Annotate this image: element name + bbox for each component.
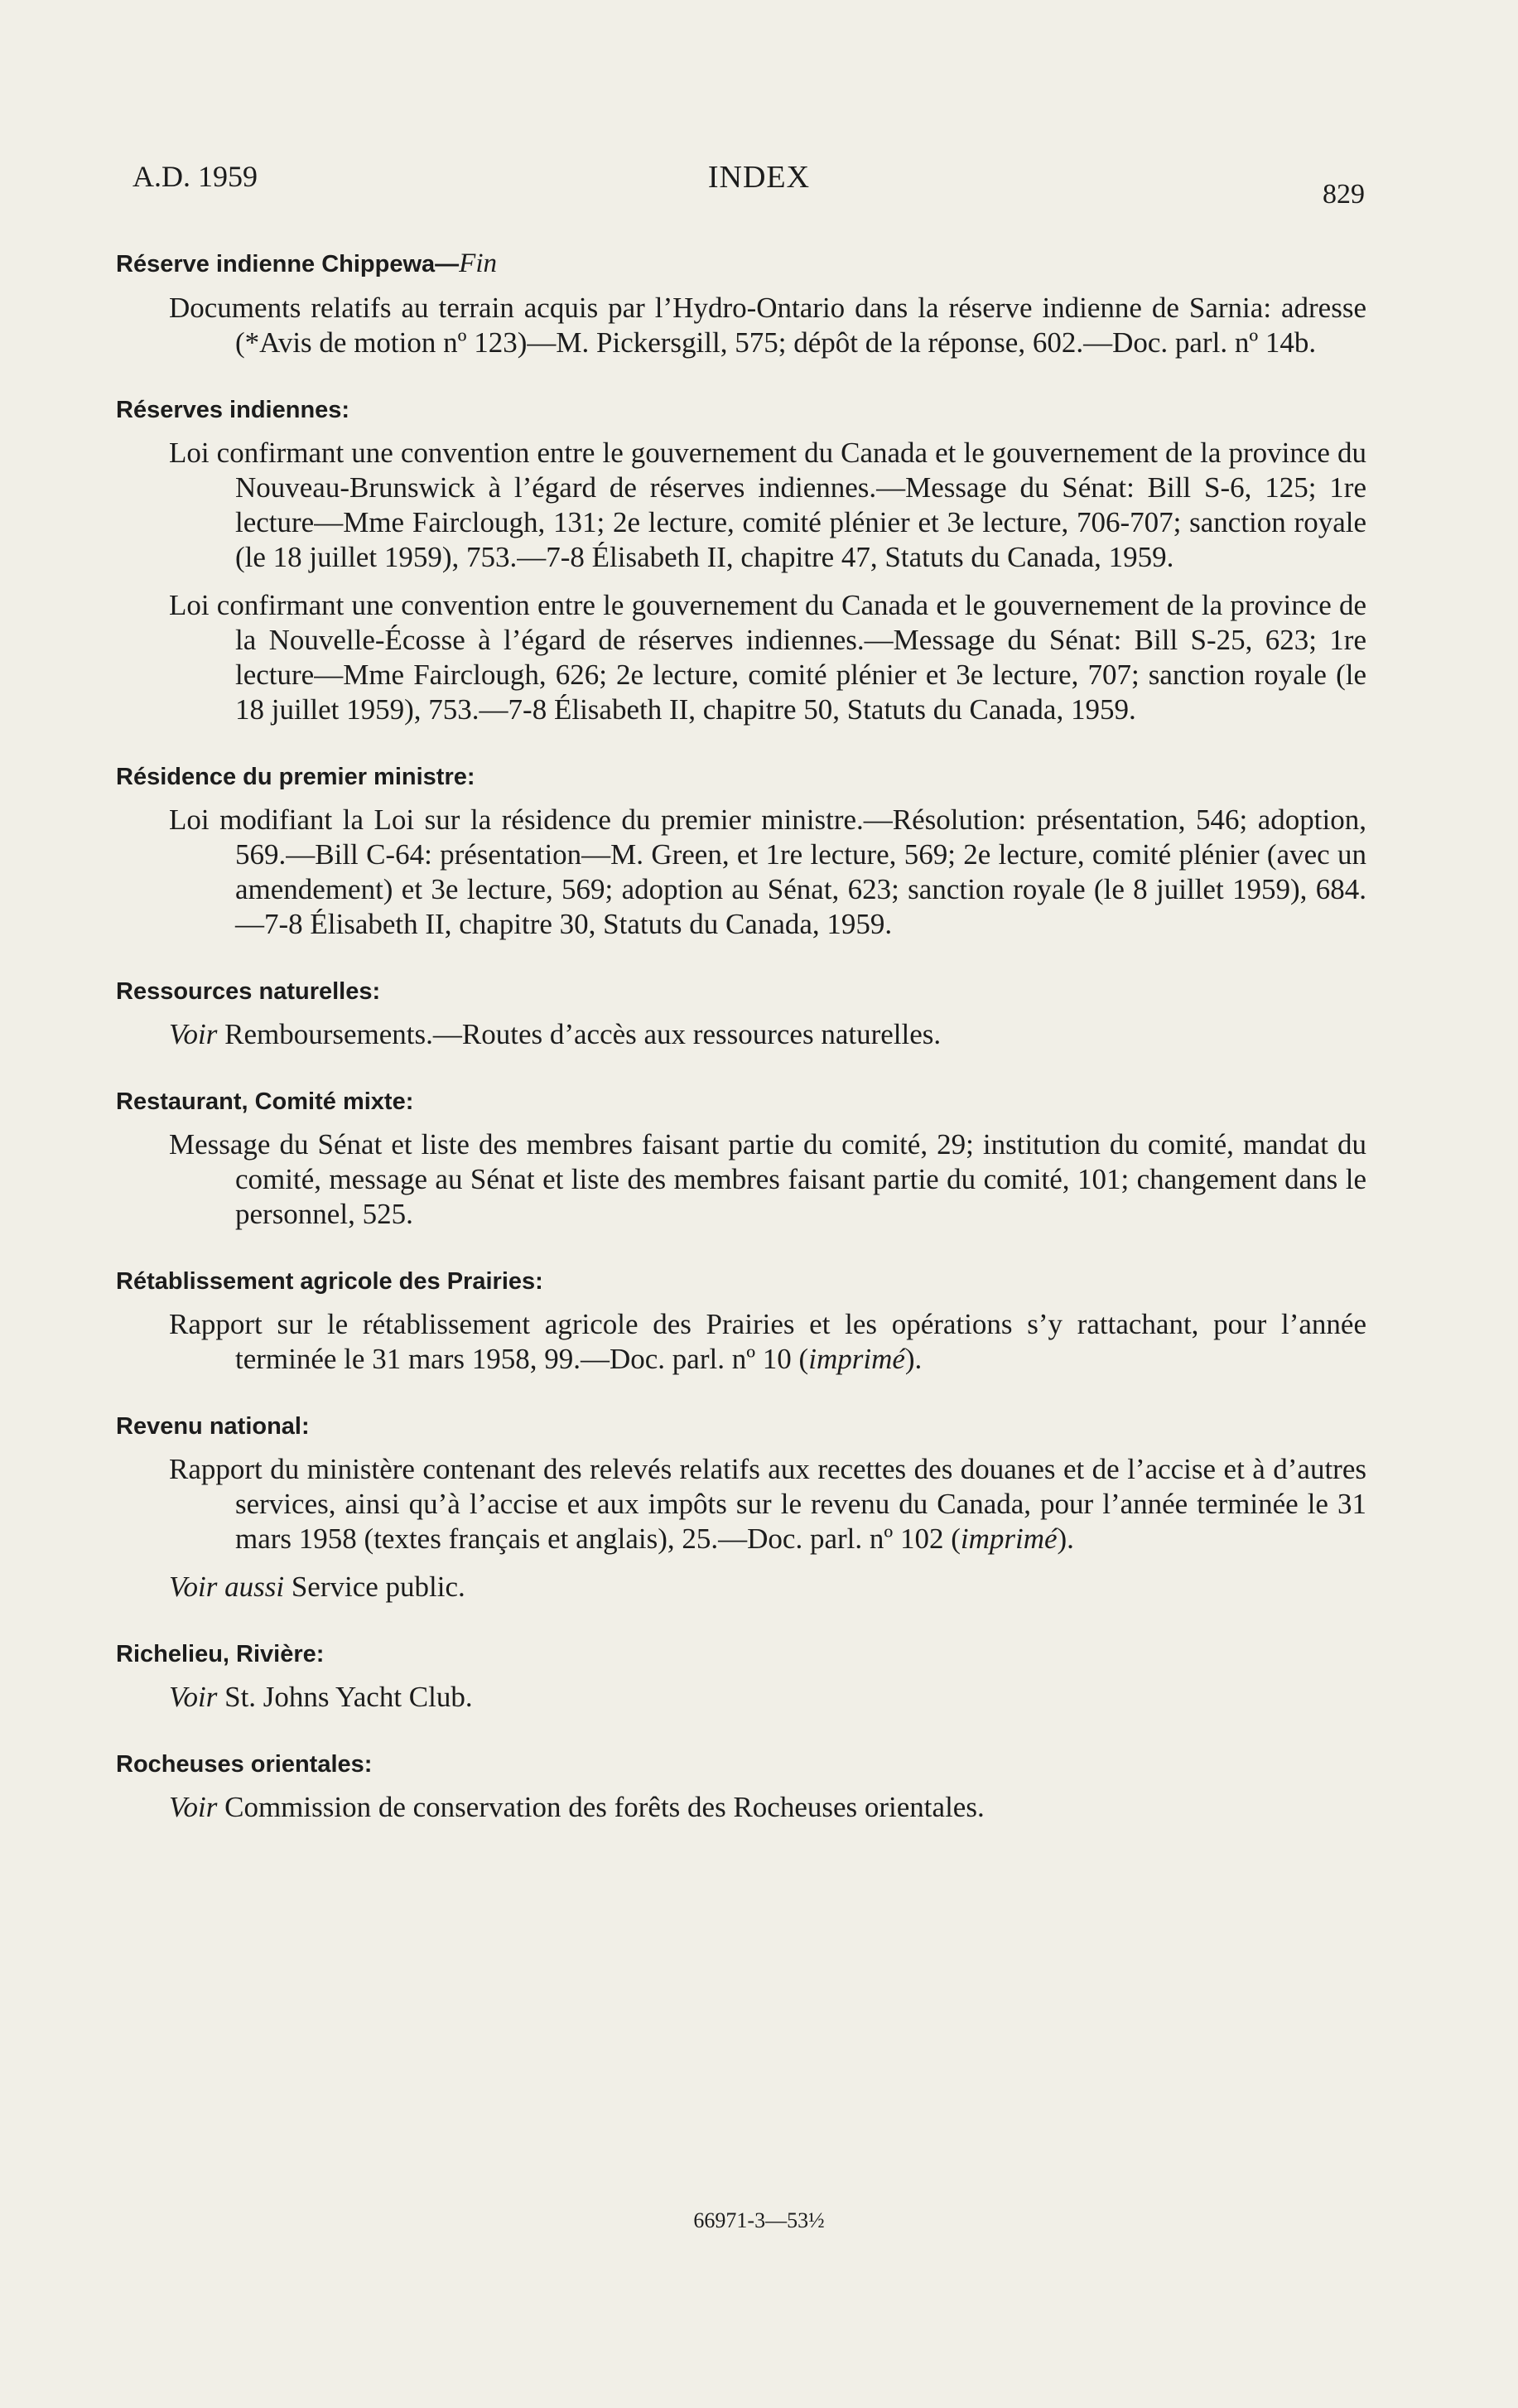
entry-heading: Rétablissement agricole des Prairies:: [116, 1268, 543, 1295]
entry-text: Rapport sur le rétablissement agricole des Prairies et les opérations s’y rattachant, pour l’année terminée le 31 mars 1958, 99.—Doc. parl. nº 10 (imprimé).: [169, 1308, 1366, 1375]
index-entry-rocheuses-orientales: [116, 1751, 1366, 1825]
entry-heading: Restaurant, Comité mixte:: [116, 1088, 414, 1115]
entry-text: Loi confirmant une convention entre le gouvernement du Canada et le gouvernement de la province de la Nouvelle-Écosse à l’égard de réserves indiennes.—Message du Sénat: Bill S-25, 623; 1re lecture—Mme Fairclough, 626; 2e lecture, comité plénier et 3e lecture, 707; sanction royale (le 18 juillet 1959), 753.—7-8 Élisabeth II, chapitre 50, Statuts du Canada, 1959.: [169, 589, 1366, 726]
entry-heading: Ressources naturelles:: [116, 978, 381, 1005]
entry-text: Documents relatifs au terrain acquis par l’Hydro-Ontario dans la réserve indienne de Sarnia: adresse (*Avis de motion nº 123)—M. Pickersgill, 575; dépôt de la réponse, 602.—Doc. parl. nº 14b.: [169, 292, 1366, 359]
index-entry-richelieu-riviere: [116, 1641, 1366, 1715]
voir-label: Voir: [169, 1791, 218, 1823]
cross-reference: [116, 1790, 1366, 1825]
entry-heading: Réserve indienne Chippewa—Fin: [116, 249, 497, 278]
entry-heading: Résidence du premier ministre:: [116, 764, 475, 790]
cross-reference: [116, 1680, 1366, 1715]
voir-label: Voir: [169, 1018, 218, 1050]
continued-marker: Fin: [459, 249, 497, 278]
index-entry-ressources-naturelles: [116, 978, 1366, 1052]
entry-heading: Richelieu, Rivière:: [116, 1641, 325, 1667]
entry-heading: Revenu national:: [116, 1413, 310, 1440]
year-label: A.D. 1959: [133, 160, 258, 193]
index-entry-restaurant-comite: [116, 1088, 1366, 1232]
voir-label: Voir aussi: [169, 1571, 285, 1603]
cross-reference-text: Remboursements.—Routes d’accès aux ressources naturelles.: [217, 1018, 942, 1050]
index-entry-revenu-national: [116, 1413, 1366, 1605]
imprime-label: imprimé: [808, 1343, 905, 1375]
index-entry-reserve-chippewa: [116, 249, 1366, 360]
cross-reference-text: Commission de conservation des forêts des Rocheuses orientales.: [217, 1791, 985, 1823]
cross-reference-text: St. Johns Yacht Club.: [217, 1681, 473, 1713]
cross-reference-text: Service public.: [284, 1571, 465, 1603]
voir-label: Voir: [169, 1681, 218, 1713]
index-entry-residence-premier-ministre: [116, 764, 1366, 942]
index-content: [116, 249, 1366, 1861]
index-entry-retablissement-agricole: [116, 1268, 1366, 1377]
running-head: [0, 159, 1518, 209]
entry-text: Message du Sénat et liste des membres faisant partie du comité, 29; institution du comité, mandat du comité, message au Sénat et liste des membres faisant partie du comité, 101; changement dans le personnel, 525.: [169, 1128, 1366, 1230]
page-title: INDEX: [707, 160, 811, 195]
cross-reference: [116, 1570, 1366, 1605]
cross-reference: [116, 1017, 1366, 1052]
imprime-label: imprimé: [960, 1522, 1058, 1555]
page-number: 829: [1323, 179, 1365, 210]
entry-text: Rapport du ministère contenant des relevés relatifs aux recettes des douanes et de l’accise et à d’autres services, ainsi qu’à l’accise et aux impôts sur le revenu du Canada, pour l’année terminée le 31 mars 1958 (textes français et anglais), 25.—Doc. parl. nº 102 (imprimé).: [169, 1453, 1366, 1555]
entry-heading: Rocheuses orientales:: [116, 1751, 373, 1778]
entry-heading: Réserves indiennes:: [116, 397, 350, 423]
entry-text: Loi modifiant la Loi sur la résidence du premier ministre.—Résolution: présentation, 546; adoption, 569.—Bill C-64: présentation—M. Green, et 1re lecture, 569; 2e lecture, comité plénier (avec un amendement) et 3e lecture, 569; adoption au Sénat, 623; sanction royale (le 8 juillet 1959), 684.—7-8 Élisabeth II, chapitre 30, Statuts du Canada, 1959.: [169, 803, 1366, 940]
index-entry-reserves-indiennes: [116, 397, 1366, 727]
printer-signature: 66971-3—53½: [693, 2208, 825, 2232]
entry-text: Loi confirmant une convention entre le gouvernement du Canada et le gouvernement de la province du Nouveau-Brunswick à l’égard de réserves indiennes.—Message du Sénat: Bill S-6, 125; 1re lecture—Mme Fairclough, 131; 2e lecture, comité plénier et 3e lecture, 706-707; sanction royale (le 18 juillet 1959), 753.—7-8 Élisabeth II, chapitre 47, Statuts du Canada, 1959.: [169, 437, 1366, 573]
